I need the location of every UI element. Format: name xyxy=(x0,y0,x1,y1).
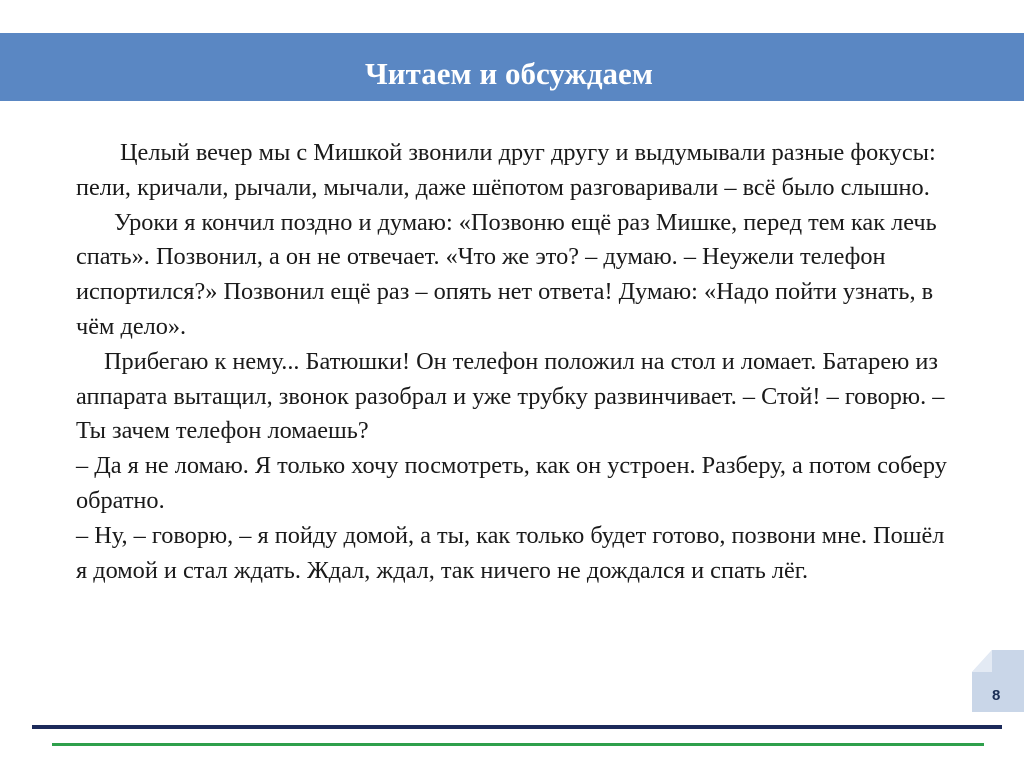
story-text xyxy=(76,136,956,588)
slide-title: Читаем и обсуждаем xyxy=(365,56,653,91)
footer-rule-navy xyxy=(32,725,1002,729)
story-paragraph-3: Прибегаю к нему... Батюшки! Он телефон положил на стол и ломает. Батарею из аппарата вытащил, звонок разобрал и уже трубку развинчивает. – Стой! – говорю. – Ты зачем телефон ломаешь? xyxy=(76,347,945,445)
story-paragraph-1: Целый вечер мы с Мишкой звонили друг другу и выдумывали разные фокусы: пели, кричали, рычали, мычали, даже шёпотом разговаривали – всё было слышно. xyxy=(76,139,936,201)
story-paragraph-4: – Да я не ломаю. Я только хочу посмотреть, как он устроен. Разберу, а потом соберу обратно. xyxy=(76,452,947,514)
page-corner-fold xyxy=(972,650,992,672)
page-number: 8 xyxy=(992,687,1001,704)
story-paragraph-2: Уроки я кончил поздно и думаю: «Позвоню ещё раз Мишке, перед тем как лечь спать». Позвонил, а он не отвечает. «Что же это? – думаю. – Неужели телефон испортился?» Позвонил ещё раз – опять нет ответа! Думаю: «Надо пойти узнать, в чём дело». xyxy=(76,208,937,340)
story-paragraph-5: – Ну, – говорю, – я пойду домой, а ты, как только будет готово, позвони мне. Пошёл я домой и стал ждать. Ждал, ждал, так ничего не дождался и спать лёг. xyxy=(76,521,945,584)
footer-rule-green xyxy=(52,743,984,746)
